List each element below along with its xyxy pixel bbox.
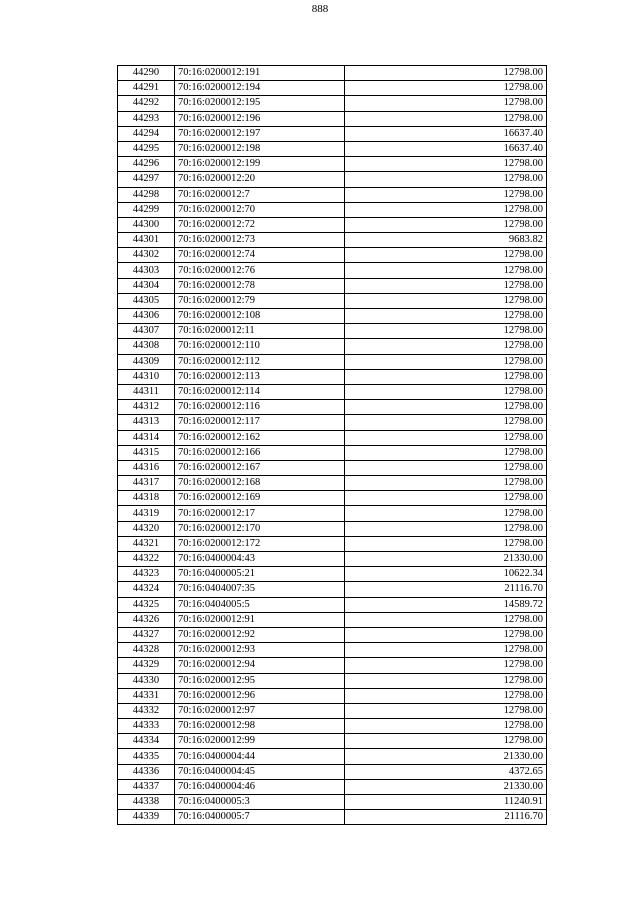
row-number-cell: 44296 [118,157,175,172]
table-row [118,141,547,156]
cadastral-number-cell: 70:16:0200012:195 [175,96,345,111]
registry-table-body [118,66,547,825]
table-row [118,552,547,567]
table-row [118,400,547,415]
row-number-cell: 44305 [118,293,175,308]
value-cell: 12798.00 [345,612,547,627]
row-number-cell: 44312 [118,400,175,415]
cadastral-number-cell: 70:16:0200012:7 [175,187,345,202]
table-row [118,111,547,126]
cadastral-number-cell: 70:16:0200012:17 [175,506,345,521]
value-cell: 12798.00 [345,81,547,96]
row-number-cell: 44315 [118,445,175,460]
row-number-cell: 44300 [118,217,175,232]
table-row [118,643,547,658]
row-number-cell: 44321 [118,536,175,551]
cadastral-number-cell: 70:16:0200012:194 [175,81,345,96]
table-row [118,460,547,475]
cadastral-number-cell: 70:16:0200012:99 [175,734,345,749]
cadastral-number-cell: 70:16:0200012:191 [175,66,345,81]
table-row [118,506,547,521]
page-number: 888 [311,3,329,15]
cadastral-number-cell: 70:16:0200012:110 [175,339,345,354]
cadastral-number-cell: 70:16:0200012:95 [175,673,345,688]
cadastral-number-cell: 70:16:0400005:21 [175,567,345,582]
cadastral-number-cell: 70:16:0200012:93 [175,643,345,658]
cadastral-number-cell: 70:16:0200012:20 [175,172,345,187]
row-number-cell: 44316 [118,460,175,475]
table-row [118,248,547,263]
cadastral-number-cell: 70:16:0200012:96 [175,688,345,703]
row-number-cell: 44326 [118,612,175,627]
row-number-cell: 44297 [118,172,175,187]
value-cell: 12798.00 [345,658,547,673]
table-row [118,217,547,232]
row-number-cell: 44333 [118,719,175,734]
value-cell: 12798.00 [345,369,547,384]
value-cell: 4372.65 [345,764,547,779]
row-number-cell: 44332 [118,703,175,718]
row-number-cell: 44311 [118,384,175,399]
table-row [118,764,547,779]
row-number-cell: 44328 [118,643,175,658]
value-cell: 12798.00 [345,354,547,369]
table-row [118,703,547,718]
value-cell: 12798.00 [345,66,547,81]
value-cell: 12798.00 [345,430,547,445]
table-row [118,369,547,384]
row-number-cell: 44330 [118,673,175,688]
cadastral-number-cell: 70:16:0404007:35 [175,582,345,597]
table-row [118,96,547,111]
row-number-cell: 44335 [118,749,175,764]
row-number-cell: 44309 [118,354,175,369]
cadastral-number-cell: 70:16:0400005:7 [175,810,345,825]
row-number-cell: 44303 [118,263,175,278]
row-number-cell: 44324 [118,582,175,597]
cadastral-number-cell: 70:16:0200012:116 [175,400,345,415]
cadastral-number-cell: 70:16:0200012:113 [175,369,345,384]
value-cell: 12798.00 [345,278,547,293]
table-row [118,627,547,642]
cadastral-number-cell: 70:16:0400004:44 [175,749,345,764]
value-cell: 12798.00 [345,187,547,202]
value-cell: 12798.00 [345,157,547,172]
table-row [118,582,547,597]
row-number-cell: 44307 [118,324,175,339]
row-number-cell: 44314 [118,430,175,445]
value-cell: 12798.00 [345,172,547,187]
table-row [118,384,547,399]
table-row [118,415,547,430]
row-number-cell: 44298 [118,187,175,202]
value-cell: 21330.00 [345,552,547,567]
cadastral-number-cell: 70:16:0200012:94 [175,658,345,673]
table-row [118,658,547,673]
row-number-cell: 44313 [118,415,175,430]
registry-table [117,65,547,825]
cadastral-number-cell: 70:16:0200012:91 [175,612,345,627]
row-number-cell: 44319 [118,506,175,521]
table-row [118,202,547,217]
table-row [118,233,547,248]
value-cell: 10622.34 [345,567,547,582]
cadastral-number-cell: 70:16:0400005:3 [175,795,345,810]
row-number-cell: 44331 [118,688,175,703]
row-number-cell: 44295 [118,141,175,156]
row-number-cell: 44294 [118,126,175,141]
table-row [118,536,547,551]
table-row [118,81,547,96]
value-cell: 12798.00 [345,384,547,399]
value-cell: 12798.00 [345,491,547,506]
value-cell: 12798.00 [345,719,547,734]
value-cell: 12798.00 [345,248,547,263]
table-row [118,354,547,369]
cadastral-number-cell: 70:16:0404005:5 [175,597,345,612]
row-number-cell: 44323 [118,567,175,582]
value-cell: 12798.00 [345,476,547,491]
cadastral-number-cell: 70:16:0200012:112 [175,354,345,369]
row-number-cell: 44339 [118,810,175,825]
row-number-cell: 44329 [118,658,175,673]
table-row [118,719,547,734]
cadastral-number-cell: 70:16:0200012:198 [175,141,345,156]
cadastral-number-cell: 70:16:0200012:167 [175,460,345,475]
value-cell: 14589.72 [345,597,547,612]
table-row [118,612,547,627]
row-number-cell: 44338 [118,795,175,810]
cadastral-number-cell: 70:16:0200012:98 [175,719,345,734]
cadastral-number-cell: 70:16:0200012:70 [175,202,345,217]
row-number-cell: 44334 [118,734,175,749]
cadastral-number-cell: 70:16:0400004:45 [175,764,345,779]
row-number-cell: 44327 [118,627,175,642]
value-cell: 12798.00 [345,627,547,642]
cadastral-number-cell: 70:16:0200012:108 [175,309,345,324]
cadastral-number-cell: 70:16:0200012:170 [175,521,345,536]
cadastral-number-cell: 70:16:0200012:92 [175,627,345,642]
value-cell: 12798.00 [345,643,547,658]
table-row [118,688,547,703]
cadastral-number-cell: 70:16:0200012:97 [175,703,345,718]
table-row [118,521,547,536]
table-row [118,157,547,172]
value-cell: 21116.70 [345,582,547,597]
table-row [118,309,547,324]
table-row [118,187,547,202]
table-row [118,567,547,582]
value-cell: 12798.00 [345,688,547,703]
value-cell: 9683.82 [345,233,547,248]
table-row [118,263,547,278]
cadastral-number-cell: 70:16:0200012:73 [175,233,345,248]
cadastral-number-cell: 70:16:0200012:166 [175,445,345,460]
cadastral-number-cell: 70:16:0200012:162 [175,430,345,445]
value-cell: 16637.40 [345,141,547,156]
row-number-cell: 44310 [118,369,175,384]
table-row [118,597,547,612]
cadastral-number-cell: 70:16:0200012:76 [175,263,345,278]
cadastral-number-cell: 70:16:0200012:199 [175,157,345,172]
table-row [118,491,547,506]
cadastral-number-cell: 70:16:0200012:114 [175,384,345,399]
value-cell: 12798.00 [345,263,547,278]
row-number-cell: 44304 [118,278,175,293]
value-cell: 12798.00 [345,217,547,232]
table-row [118,126,547,141]
table-row [118,476,547,491]
value-cell: 21116.70 [345,810,547,825]
value-cell: 11240.91 [345,795,547,810]
cadastral-number-cell: 70:16:0400004:43 [175,552,345,567]
value-cell: 21330.00 [345,749,547,764]
table-row [118,430,547,445]
row-number-cell: 44337 [118,779,175,794]
table-row [118,734,547,749]
row-number-cell: 44293 [118,111,175,126]
cadastral-number-cell: 70:16:0200012:79 [175,293,345,308]
value-cell: 12798.00 [345,293,547,308]
cadastral-number-cell: 70:16:0200012:168 [175,476,345,491]
cadastral-number-cell: 70:16:0400004:46 [175,779,345,794]
value-cell: 21330.00 [345,779,547,794]
cadastral-number-cell: 70:16:0200012:172 [175,536,345,551]
cadastral-number-cell: 70:16:0200012:72 [175,217,345,232]
value-cell: 12798.00 [345,734,547,749]
value-cell: 12798.00 [345,703,547,718]
table-row [118,673,547,688]
value-cell: 12798.00 [345,445,547,460]
cadastral-number-cell: 70:16:0200012:197 [175,126,345,141]
cadastral-number-cell: 70:16:0200012:78 [175,278,345,293]
table-row [118,810,547,825]
value-cell: 12798.00 [345,324,547,339]
row-number-cell: 44301 [118,233,175,248]
value-cell: 12798.00 [345,400,547,415]
row-number-cell: 44299 [118,202,175,217]
value-cell: 12798.00 [345,96,547,111]
value-cell: 12798.00 [345,506,547,521]
value-cell: 12798.00 [345,521,547,536]
cadastral-number-cell: 70:16:0200012:117 [175,415,345,430]
row-number-cell: 44325 [118,597,175,612]
value-cell: 12798.00 [345,673,547,688]
cadastral-number-cell: 70:16:0200012:196 [175,111,345,126]
row-number-cell: 44308 [118,339,175,354]
row-number-cell: 44291 [118,81,175,96]
table-row [118,293,547,308]
row-number-cell: 44290 [118,66,175,81]
value-cell: 12798.00 [345,309,547,324]
row-number-cell: 44336 [118,764,175,779]
table-row [118,278,547,293]
cadastral-number-cell: 70:16:0200012:74 [175,248,345,263]
value-cell: 12798.00 [345,415,547,430]
value-cell: 12798.00 [345,536,547,551]
table-row [118,172,547,187]
row-number-cell: 44318 [118,491,175,506]
table-row [118,445,547,460]
value-cell: 16637.40 [345,126,547,141]
row-number-cell: 44317 [118,476,175,491]
row-number-cell: 44306 [118,309,175,324]
value-cell: 12798.00 [345,339,547,354]
value-cell: 12798.00 [345,202,547,217]
row-number-cell: 44320 [118,521,175,536]
table-row [118,779,547,794]
table-row [118,66,547,81]
table-row [118,339,547,354]
row-number-cell: 44302 [118,248,175,263]
value-cell: 12798.00 [345,460,547,475]
cadastral-number-cell: 70:16:0200012:169 [175,491,345,506]
table-row [118,749,547,764]
cadastral-number-cell: 70:16:0200012:11 [175,324,345,339]
row-number-cell: 44292 [118,96,175,111]
value-cell: 12798.00 [345,111,547,126]
table-row [118,795,547,810]
table-row [118,324,547,339]
row-number-cell: 44322 [118,552,175,567]
